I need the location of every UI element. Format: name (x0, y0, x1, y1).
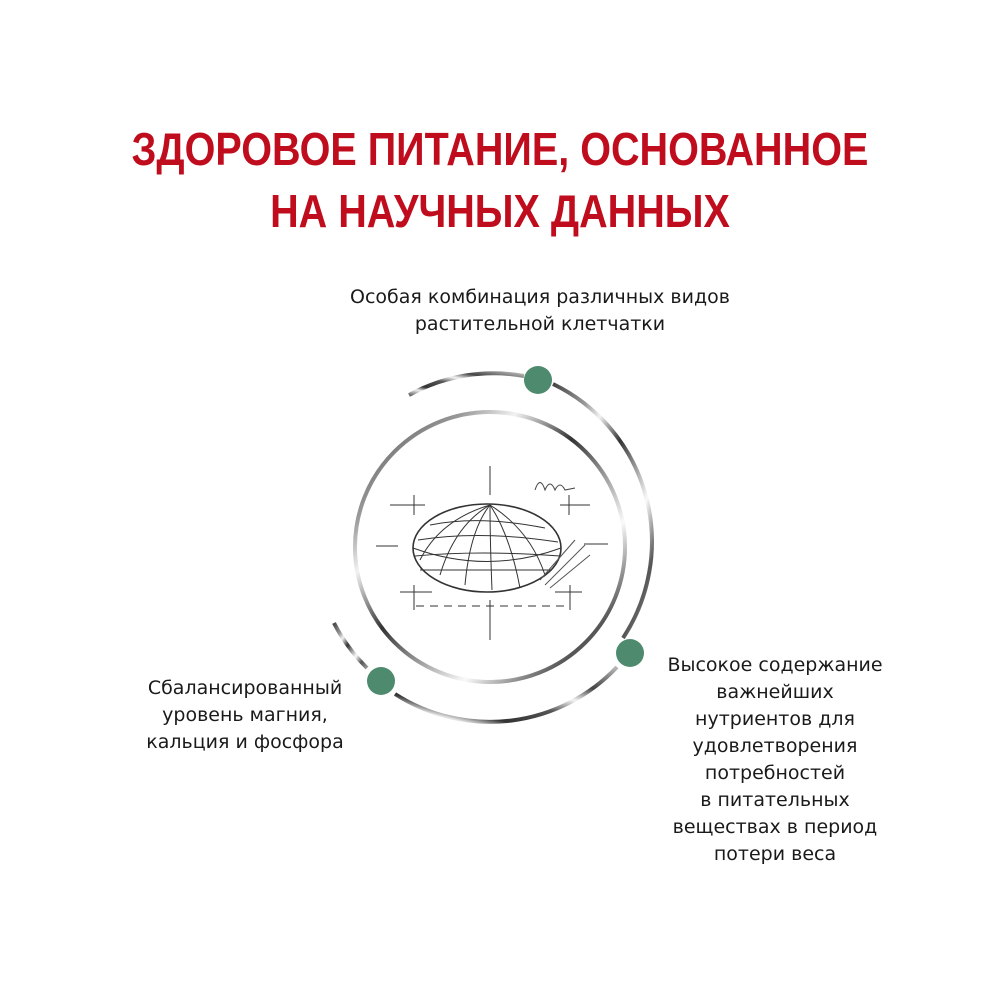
feature-nutrients-line: потери веса (713, 843, 837, 865)
title-line-1: ЗДОРОВОЕ ПИТАНИЕ, ОСНОВАННОЕ (131, 123, 869, 175)
feature-fiber-line: растительной клетчатки (414, 313, 666, 335)
feature-nutrients-line: важнейших (716, 681, 834, 703)
feature-nutrients-line: потребностей (704, 762, 846, 784)
feature-minerals-line: Сбалансированный (147, 677, 343, 699)
kibble-sketch-icon (376, 466, 608, 640)
feature-dot-top (524, 366, 552, 394)
feature-nutrients-line: веществах в период (672, 816, 878, 838)
feature-nutrients-line: Высокое содержание (667, 654, 883, 676)
feature-fiber-line: Особая комбинация различных видов (350, 286, 730, 308)
inner-ring (355, 412, 625, 682)
outer-ring-arc-left (334, 623, 367, 668)
feature-dot-right (616, 639, 644, 667)
feature-minerals-line: уровень магния, (162, 704, 328, 726)
outer-ring-arc-right (553, 384, 652, 638)
feature-dot-left (367, 667, 395, 695)
feature-nutrients-line: удовлетворения (692, 735, 858, 757)
feature-nutrients-line: нутриентов для (695, 708, 855, 730)
feature-nutrients-line: в питательных (700, 789, 850, 811)
feature-minerals-line: кальция и фосфора (146, 731, 344, 753)
outer-ring-arc-bottom (395, 667, 617, 722)
outer-ring-arc-top (409, 373, 524, 395)
title-line-2: НА НАУЧНЫХ ДАННЫХ (270, 185, 730, 237)
